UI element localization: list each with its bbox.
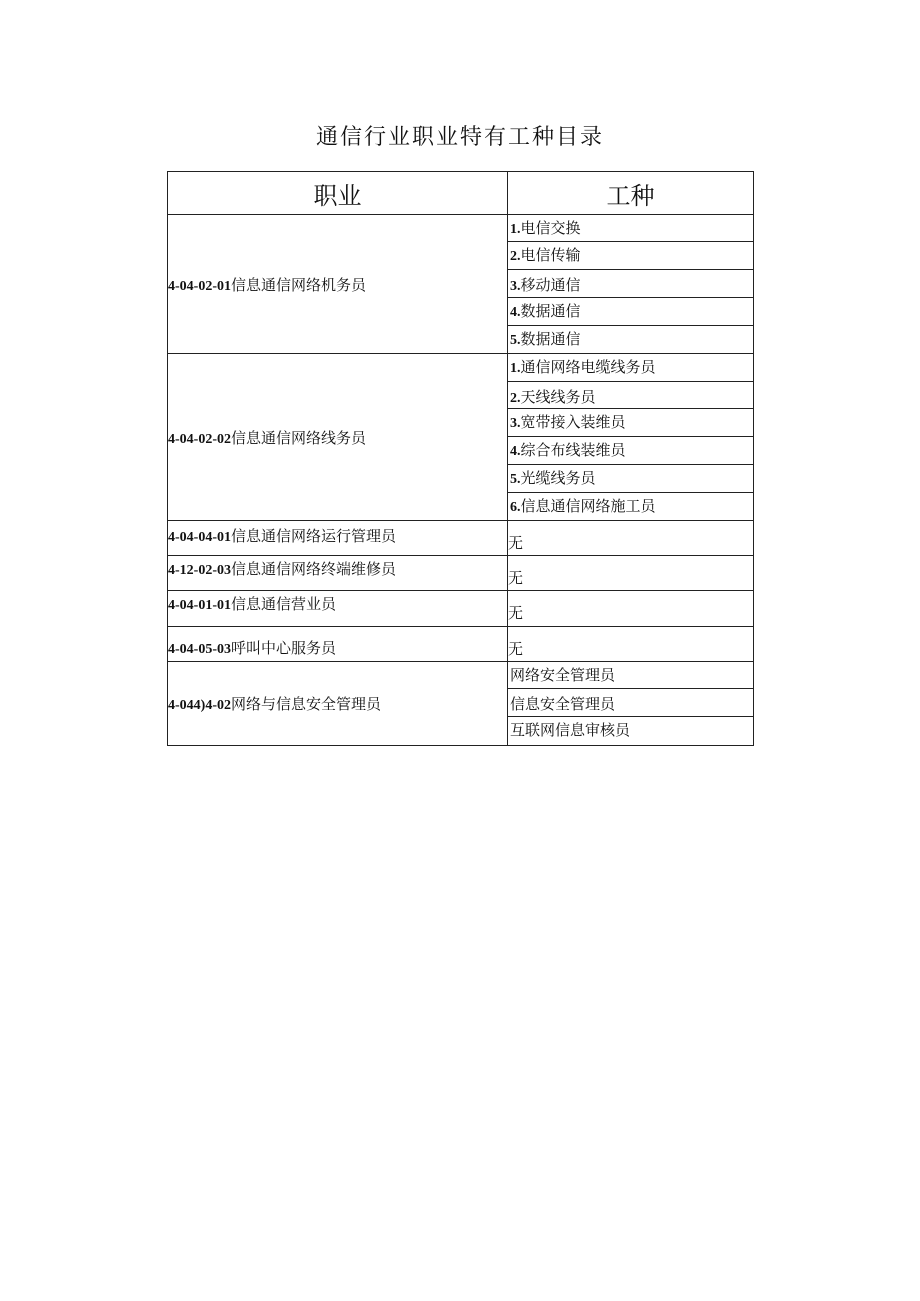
job-type-item: 1.通信网络电缆线务员 — [508, 354, 753, 382]
table-row — [168, 354, 754, 521]
occupation-cell — [168, 215, 508, 354]
job-type-item: 2.电信传输 — [508, 242, 753, 270]
job-type-cell — [508, 556, 754, 591]
table-header-row — [168, 172, 754, 215]
occupation-cell — [168, 662, 508, 746]
occupation-cell — [168, 521, 508, 556]
occupation-cell — [168, 354, 508, 521]
job-type-item: 无 — [508, 568, 524, 587]
occupation-name: 呼叫中心服务员 — [231, 639, 337, 657]
job-type-item: 3.宽带接入装维员 — [508, 409, 753, 437]
job-type-cell — [508, 354, 754, 521]
table-row — [168, 662, 754, 746]
job-type-item: 互联网信息审核员 — [510, 721, 631, 739]
table-row — [168, 556, 754, 591]
occupation-cell — [168, 591, 508, 627]
occupation-cell — [168, 556, 508, 591]
occupation-cell — [168, 627, 508, 662]
table-row — [168, 215, 754, 354]
job-type-item: 4.数据通信 — [508, 298, 753, 326]
occupation-name: 信息通信营业员 — [231, 595, 337, 613]
job-type-item: 网络安全管理员 — [508, 662, 753, 689]
job-type-item: 无 — [508, 533, 524, 552]
table-row — [168, 627, 754, 662]
occupation-code: 4-04-04-01 — [168, 530, 231, 545]
occupation-name: 信息通信网络机务员 — [231, 275, 367, 294]
job-type-item: 2.天线线务员 — [508, 382, 753, 409]
job-type-item: 信息安全管理员 — [508, 689, 753, 717]
job-type-cell — [508, 627, 754, 662]
header-occupation: 职业 — [168, 172, 508, 215]
job-type-item: 3.移动通信 — [508, 270, 753, 298]
job-type-item: 6.信息通信网络施工员 — [510, 497, 656, 515]
occupation-code: 4-04-01-01 — [168, 598, 231, 613]
occupation-table — [167, 171, 754, 746]
job-type-item: 4.综合布线装维员 — [508, 437, 753, 465]
job-type-cell — [508, 215, 754, 354]
job-type-item: 5.数据通信 — [510, 330, 581, 348]
occupation-name: 信息通信网络运行管理员 — [231, 527, 397, 545]
occupation-code: 4-04-02-01 — [168, 278, 231, 294]
table-row — [168, 521, 754, 556]
occupation-name: 网络与信息安全管理员 — [231, 695, 382, 713]
occupation-code: 4-12-02-03 — [168, 563, 231, 578]
job-type-item: 5.光缆线务员 — [508, 465, 753, 493]
occupation-name: 信息通信网络线务员 — [231, 428, 367, 447]
job-type-cell — [508, 662, 754, 746]
job-type-cell — [508, 591, 754, 627]
occupation-name: 信息通信网络终端维修员 — [231, 560, 397, 578]
occupation-code: 4-04-02-02 — [168, 431, 231, 447]
table-row — [168, 591, 754, 627]
occupation-code: 4-044)4-02 — [168, 698, 231, 713]
page-title: 通信行业职业特有工种目录 — [315, 125, 604, 150]
header-job-type: 工种 — [508, 172, 754, 215]
job-type-cell — [508, 521, 754, 556]
occupation-code: 4-04-05-03 — [168, 642, 231, 657]
job-type-item: 1.电信交换 — [508, 215, 753, 242]
job-type-item: 无 — [508, 604, 524, 622]
job-type-item: 无 — [508, 639, 524, 658]
